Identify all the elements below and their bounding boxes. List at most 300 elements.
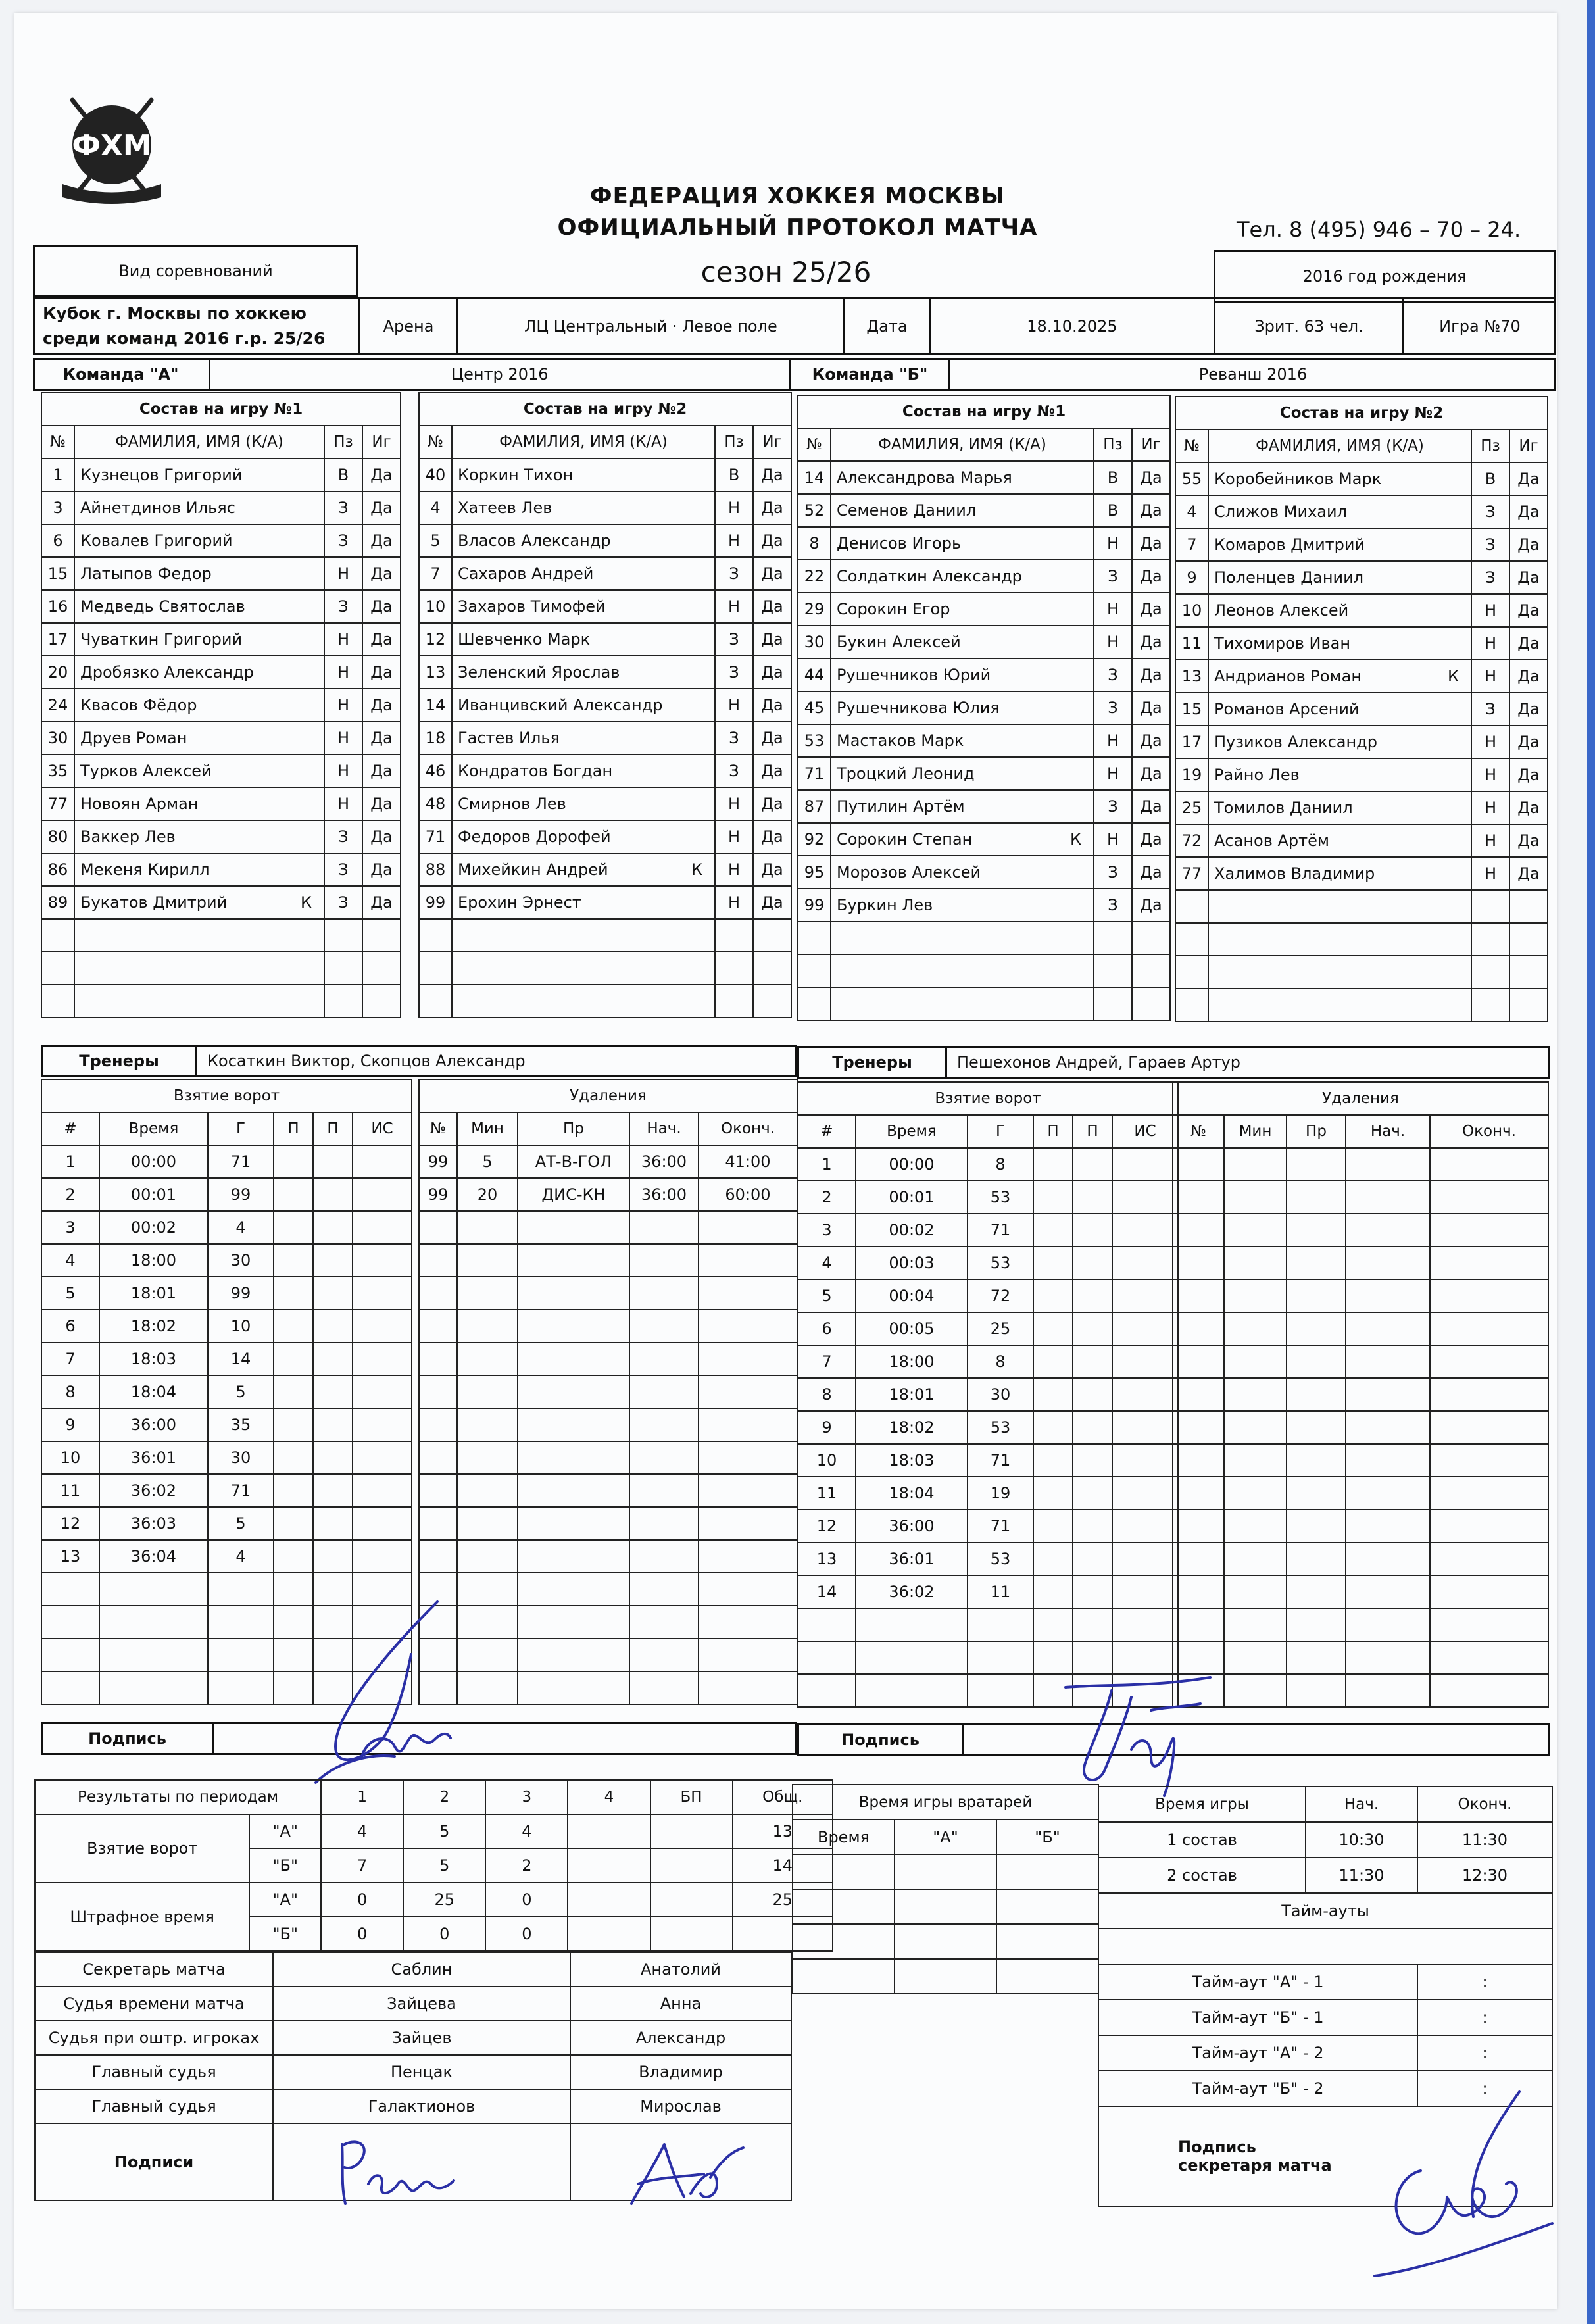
empty-cell <box>1073 1543 1112 1575</box>
player-number: 11 <box>1175 627 1208 660</box>
player-number: 71 <box>419 820 452 853</box>
player-name: Троцкий Леонид <box>837 764 975 783</box>
empty-cell <box>353 1441 412 1474</box>
goal-scorer: 71 <box>208 1474 274 1507</box>
competition-line-1: Кубок г. Москвы по хоккею <box>43 304 307 323</box>
player-name-cell <box>1208 758 1471 791</box>
penalty-row <box>419 1408 797 1441</box>
player-played: Да <box>1132 461 1170 494</box>
empty-cell <box>1175 956 1208 989</box>
results-col-header: 4 <box>568 1780 650 1814</box>
penalty-start: 36:00 <box>629 1145 699 1178</box>
results-value: 7 <box>321 1848 403 1883</box>
sign-label-a: Подпись <box>43 1724 214 1753</box>
roster-row <box>419 722 791 754</box>
player-name-cell <box>452 524 715 557</box>
team-b-signature <box>1052 1671 1223 1802</box>
empty-cell <box>1287 1608 1346 1641</box>
player-number: 30 <box>798 626 831 658</box>
empty-cell <box>856 1608 968 1641</box>
team-a-signature <box>296 1592 467 1789</box>
empty-cell <box>1430 1345 1548 1378</box>
player-played: Да <box>753 623 791 656</box>
player-position: Н <box>1094 823 1132 856</box>
player-name-cell <box>1208 791 1471 824</box>
player-position: Н <box>1471 594 1509 627</box>
player-position: З <box>324 524 362 557</box>
empty-cell <box>274 1277 313 1310</box>
empty-cell <box>1224 1345 1287 1378</box>
player-name-cell <box>1208 462 1471 495</box>
player-played: Да <box>362 524 401 557</box>
empty-cell <box>1224 1477 1287 1510</box>
empty-cell <box>629 1573 699 1606</box>
player-name-cell <box>831 691 1094 724</box>
empty-cell <box>518 1671 629 1704</box>
results-value: 13 <box>733 1814 833 1848</box>
roster-row <box>419 689 791 722</box>
player-position: Н <box>715 524 753 557</box>
roster-row <box>1175 726 1548 758</box>
roster-title: Состав на игру №2 <box>1175 397 1548 430</box>
player-name-cell <box>1208 693 1471 726</box>
player-name-cell <box>831 527 1094 560</box>
official-first-name: Анатолий <box>570 1952 791 1987</box>
penalty-row <box>1173 1378 1548 1411</box>
player-name: Латыпов Федор <box>80 564 212 583</box>
player-played: Да <box>1132 889 1170 922</box>
empty-cell <box>1346 1214 1430 1247</box>
player-played: Да <box>1509 693 1548 726</box>
empty-cell <box>1509 989 1548 1022</box>
goals-row-label: Взятие ворот <box>35 1814 249 1883</box>
player-played: Да <box>362 787 401 820</box>
empty-cell <box>1112 1444 1178 1477</box>
player-number: 14 <box>419 689 452 722</box>
penalty-row <box>1173 1543 1548 1575</box>
empty-cell <box>798 922 831 954</box>
goal-number: 2 <box>41 1178 99 1211</box>
goal-scorer: 71 <box>968 1444 1033 1477</box>
roster-row <box>419 458 791 491</box>
results-value <box>650 1848 733 1883</box>
goal-scorer: 35 <box>208 1408 274 1441</box>
empty-cell <box>699 1671 797 1704</box>
penalty-row <box>1173 1641 1548 1674</box>
roster-row <box>1175 693 1548 726</box>
roster-row <box>41 787 401 820</box>
roster-row <box>1175 594 1548 627</box>
roster-row <box>41 820 401 853</box>
roster-row <box>41 754 401 787</box>
player-name-cell <box>831 658 1094 691</box>
protocol-title: ОФИЦИАЛЬНЫЙ ПРОТОКОЛ МАТЧА <box>557 214 1038 241</box>
player-played: Да <box>362 491 401 524</box>
roster-title: Состав на игру №2 <box>419 393 791 426</box>
player-name-cell <box>452 623 715 656</box>
goal-time: 18:04 <box>99 1375 208 1408</box>
player-name-cell <box>831 560 1094 593</box>
goal-time: 18:02 <box>856 1411 968 1444</box>
captain-mark: К <box>691 860 702 879</box>
federation-title: ФЕДЕРАЦИЯ ХОККЕЯ МОСКВЫ <box>589 183 1006 209</box>
empty-cell <box>518 1441 629 1474</box>
roster-row <box>41 689 401 722</box>
empty-cell <box>1073 1444 1112 1477</box>
official-role: Судья при оштр. игроках <box>35 2021 273 2055</box>
empty-cell <box>353 1474 412 1507</box>
player-number: 24 <box>41 689 74 722</box>
player-played: Да <box>362 623 401 656</box>
goals-title: Взятие ворот <box>41 1079 412 1112</box>
empty-cell <box>41 919 74 952</box>
empty-cell <box>996 1854 1098 1889</box>
goal-scorer: 30 <box>968 1378 1033 1411</box>
roster-row <box>1175 791 1548 824</box>
empty-cell <box>1033 1510 1073 1543</box>
player-position: Н <box>1471 824 1509 857</box>
secretary-sign-line-2: секретаря матча <box>1178 2156 1332 2175</box>
penalty-row <box>1173 1345 1548 1378</box>
goal-time: 18:00 <box>99 1244 208 1277</box>
player-position: З <box>324 590 362 623</box>
player-name-cell <box>1208 989 1471 1022</box>
player-position: З <box>715 623 753 656</box>
results-value: 0 <box>321 1883 403 1917</box>
roster-header-pos: Пз <box>715 426 753 458</box>
penalty-row <box>419 1310 797 1343</box>
player-position: Н <box>1094 724 1132 757</box>
results-value: 25 <box>733 1883 833 1917</box>
player-number: 4 <box>419 491 452 524</box>
empty-cell <box>1175 923 1208 956</box>
player-name-cell <box>452 458 715 491</box>
timeout-row <box>1098 1964 1552 2000</box>
player-played: Да <box>1509 857 1548 890</box>
competition-label: Вид соревнований <box>33 245 358 297</box>
player-name-cell <box>1208 528 1471 561</box>
player-position: Н <box>715 853 753 886</box>
roster-row <box>41 524 401 557</box>
goal-time: 18:02 <box>99 1310 208 1343</box>
empty-cell <box>629 1441 699 1474</box>
empty-cell <box>699 1244 797 1277</box>
results-value: 0 <box>485 1883 568 1917</box>
roster-row <box>798 461 1170 494</box>
player-name-cell <box>452 820 715 853</box>
roster-row <box>41 722 401 754</box>
player-name-cell <box>1208 923 1471 956</box>
empty-cell <box>629 1343 699 1375</box>
goal-header-p2: П <box>1073 1115 1112 1148</box>
goal-time: 00:03 <box>856 1247 968 1279</box>
empty-cell <box>99 1573 208 1606</box>
player-position: З <box>324 853 362 886</box>
referee-signature-1 <box>329 2131 480 2210</box>
player-number: 44 <box>798 658 831 691</box>
penalty-end: 60:00 <box>699 1178 797 1211</box>
roster-row <box>419 886 791 919</box>
goal-number: 1 <box>798 1148 856 1181</box>
player-name: Буркин Лев <box>837 896 933 914</box>
logo-text: ФХМ <box>72 129 152 162</box>
empty-cell <box>699 1606 797 1639</box>
player-name-cell <box>831 626 1094 658</box>
empty-cell <box>1112 1148 1178 1181</box>
player-played: Да <box>1509 824 1548 857</box>
roster-row <box>419 590 791 623</box>
empty-cell <box>1073 1608 1112 1641</box>
player-name-cell <box>452 985 715 1018</box>
player-position: З <box>715 656 753 689</box>
empty-cell <box>362 985 401 1018</box>
empty-cell <box>699 1211 797 1244</box>
goal-number: 10 <box>41 1441 99 1474</box>
player-number: 5 <box>419 524 452 557</box>
empty-cell <box>699 1441 797 1474</box>
results-col-header: 2 <box>403 1780 485 1814</box>
player-name: Ерохин Эрнест <box>458 893 581 912</box>
empty-cell <box>1224 1510 1287 1543</box>
timeout-value: : <box>1417 1964 1552 2000</box>
empty-cell <box>1073 1510 1112 1543</box>
goal-row <box>798 1247 1178 1279</box>
player-name-cell <box>452 590 715 623</box>
empty-cell <box>1287 1312 1346 1345</box>
goal-number: 7 <box>798 1345 856 1378</box>
empty-cell <box>353 1145 412 1178</box>
goal-time: 36:04 <box>99 1540 208 1573</box>
empty-cell <box>1471 890 1509 923</box>
player-position: З <box>1471 561 1509 594</box>
empty-cell <box>1287 1477 1346 1510</box>
goal-scorer: 5 <box>208 1375 274 1408</box>
empty-cell <box>457 1343 518 1375</box>
timeout-value: : <box>1417 2000 1552 2035</box>
player-name-cell <box>452 787 715 820</box>
goal-header-n: # <box>798 1115 856 1148</box>
secretary-sign-line-1: Подпись <box>1178 2138 1256 2156</box>
goal-row <box>41 1178 412 1211</box>
player-position: З <box>1094 790 1132 823</box>
player-number: 10 <box>419 590 452 623</box>
player-name: Путилин Артём <box>837 797 965 816</box>
player-played: Да <box>1509 627 1548 660</box>
results-col-header: Общ. <box>733 1780 833 1814</box>
player-name-cell <box>452 754 715 787</box>
roster-row <box>798 889 1170 922</box>
player-played: Да <box>1132 691 1170 724</box>
penalty-header-min: Мин <box>1224 1115 1287 1148</box>
lineup-start: 10:30 <box>1306 1822 1417 1858</box>
player-played: Да <box>1509 791 1548 824</box>
goal-header-g: Г <box>208 1112 274 1145</box>
empty-cell <box>274 1343 313 1375</box>
player-name-cell <box>74 524 324 557</box>
results-team: "Б" <box>249 1917 321 1951</box>
empty-cell <box>457 1408 518 1441</box>
roster-row <box>419 656 791 689</box>
timeout-value: : <box>1417 2071 1552 2106</box>
goal-scorer: 53 <box>968 1543 1033 1575</box>
results-team: "А" <box>249 1883 321 1917</box>
team-b-label: Команда "Б" <box>789 358 950 391</box>
player-name: Семенов Даниил <box>837 501 977 520</box>
empty-cell <box>274 1211 313 1244</box>
player-position: З <box>324 886 362 919</box>
player-number: 72 <box>1175 824 1208 857</box>
empty-cell <box>1132 922 1170 954</box>
goal-row <box>798 1378 1178 1411</box>
official-role: Главный судья <box>35 2055 273 2089</box>
goal-scorer: 53 <box>968 1411 1033 1444</box>
player-name-cell <box>74 952 324 985</box>
goal-time: 36:00 <box>99 1408 208 1441</box>
player-position: Н <box>324 689 362 722</box>
player-number: 1 <box>41 458 74 491</box>
empty-cell <box>518 1639 629 1671</box>
roster-header-n: № <box>798 428 831 461</box>
goal-row <box>41 1277 412 1310</box>
empty-cell <box>419 1310 457 1343</box>
player-name-cell <box>831 954 1094 987</box>
goal-row <box>41 1310 412 1343</box>
goal-number: 9 <box>41 1408 99 1441</box>
results-value: 5 <box>403 1814 485 1848</box>
official-row <box>35 2089 791 2123</box>
empty-cell <box>1287 1279 1346 1312</box>
empty-cell <box>629 1408 699 1441</box>
player-name-cell <box>831 823 1094 856</box>
empty-cell <box>41 1639 99 1671</box>
empty-cell <box>753 985 791 1018</box>
roster-header-play: Иг <box>753 426 791 458</box>
empty-cell <box>895 1959 996 1994</box>
season: сезон 25/26 <box>700 255 871 288</box>
results-value: 4 <box>321 1814 403 1848</box>
goal-time: 18:00 <box>856 1345 968 1378</box>
player-number: 55 <box>1175 462 1208 495</box>
empty-cell <box>274 1178 313 1211</box>
player-position: Н <box>1471 627 1509 660</box>
goal-number: 8 <box>798 1378 856 1411</box>
team-b-name: Реванш 2016 <box>1198 365 1308 383</box>
empty-cell <box>313 1211 353 1244</box>
empty-cell <box>1346 1378 1430 1411</box>
player-name-cell <box>1208 627 1471 660</box>
player-name: Сахаров Андрей <box>458 564 594 583</box>
goal-time: 18:04 <box>856 1477 968 1510</box>
player-name: Райно Лев <box>1214 766 1300 784</box>
goal-number: 12 <box>41 1507 99 1540</box>
goal-number: 3 <box>798 1214 856 1247</box>
player-number: 18 <box>419 722 452 754</box>
player-number: 87 <box>798 790 831 823</box>
player-name-cell <box>74 722 324 754</box>
empty-cell <box>41 985 74 1018</box>
player-name: Власов Александр <box>458 532 611 550</box>
empty-cell <box>629 1375 699 1408</box>
player-name: Сорокин Егор <box>837 600 950 618</box>
goal-number: 4 <box>41 1244 99 1277</box>
penalties-table-teamA <box>418 1079 798 1705</box>
player-position: Н <box>1471 857 1509 890</box>
official-first-name: Мирослав <box>570 2089 791 2123</box>
player-name-cell <box>831 494 1094 527</box>
player-played: Да <box>1132 626 1170 658</box>
player-played: Да <box>1509 758 1548 791</box>
goal-scorer: 99 <box>208 1178 274 1211</box>
official-last-name: Пенцак <box>273 2055 570 2089</box>
roster-row <box>798 626 1170 658</box>
empty-cell <box>313 1343 353 1375</box>
roster-row <box>798 593 1170 626</box>
empty-cell <box>1033 1148 1073 1181</box>
player-number: 19 <box>1175 758 1208 791</box>
empty-cell <box>457 1375 518 1408</box>
player-name-cell <box>74 491 324 524</box>
empty-cell <box>419 1540 457 1573</box>
empty-cell <box>699 1277 797 1310</box>
empty-cell <box>1073 1214 1112 1247</box>
roster-row <box>419 787 791 820</box>
empty-cell <box>1346 1247 1430 1279</box>
goal-time: 36:03 <box>99 1507 208 1540</box>
empty-cell <box>313 1507 353 1540</box>
player-name-cell <box>74 458 324 491</box>
player-number: 9 <box>1175 561 1208 594</box>
penalty-header-n: № <box>1173 1115 1224 1148</box>
player-name-cell <box>831 889 1094 922</box>
goalie-b-header: "Б" <box>996 1819 1098 1854</box>
timeout-value: : <box>1417 2035 1552 2071</box>
roster-row <box>798 987 1170 1020</box>
player-name: Новоян Арман <box>80 795 199 813</box>
penalty-header-end: Оконч. <box>1430 1115 1548 1148</box>
player-name-cell <box>74 787 324 820</box>
empty-cell <box>1224 1378 1287 1411</box>
player-name: Медведь Святослав <box>80 597 245 616</box>
player-played: Да <box>753 886 791 919</box>
player-number: 4 <box>1175 495 1208 528</box>
empty-cell <box>419 1277 457 1310</box>
empty-cell <box>1224 1674 1287 1707</box>
goal-time: 36:01 <box>99 1441 208 1474</box>
empty-cell <box>1346 1608 1430 1641</box>
empty-cell <box>353 1343 412 1375</box>
player-played: Да <box>1132 527 1170 560</box>
player-position: З <box>715 557 753 590</box>
player-name: Комаров Дмитрий <box>1214 535 1365 554</box>
goal-time: 00:01 <box>99 1178 208 1211</box>
player-position: Н <box>324 557 362 590</box>
empty-cell <box>1112 1247 1178 1279</box>
roster-row <box>41 557 401 590</box>
goal-scorer: 99 <box>208 1277 274 1310</box>
player-played: Да <box>753 557 791 590</box>
empty-cell <box>1033 1575 1073 1608</box>
goal-scorer: 8 <box>968 1345 1033 1378</box>
empty-cell <box>1033 1543 1073 1575</box>
empty-cell <box>1509 890 1548 923</box>
captain-mark: К <box>300 893 312 912</box>
player-position: Н <box>1094 593 1132 626</box>
roster-row <box>798 724 1170 757</box>
empty-cell <box>419 919 452 952</box>
empty-cell <box>1173 1312 1224 1345</box>
player-number: 22 <box>798 560 831 593</box>
empty-cell <box>715 952 753 985</box>
